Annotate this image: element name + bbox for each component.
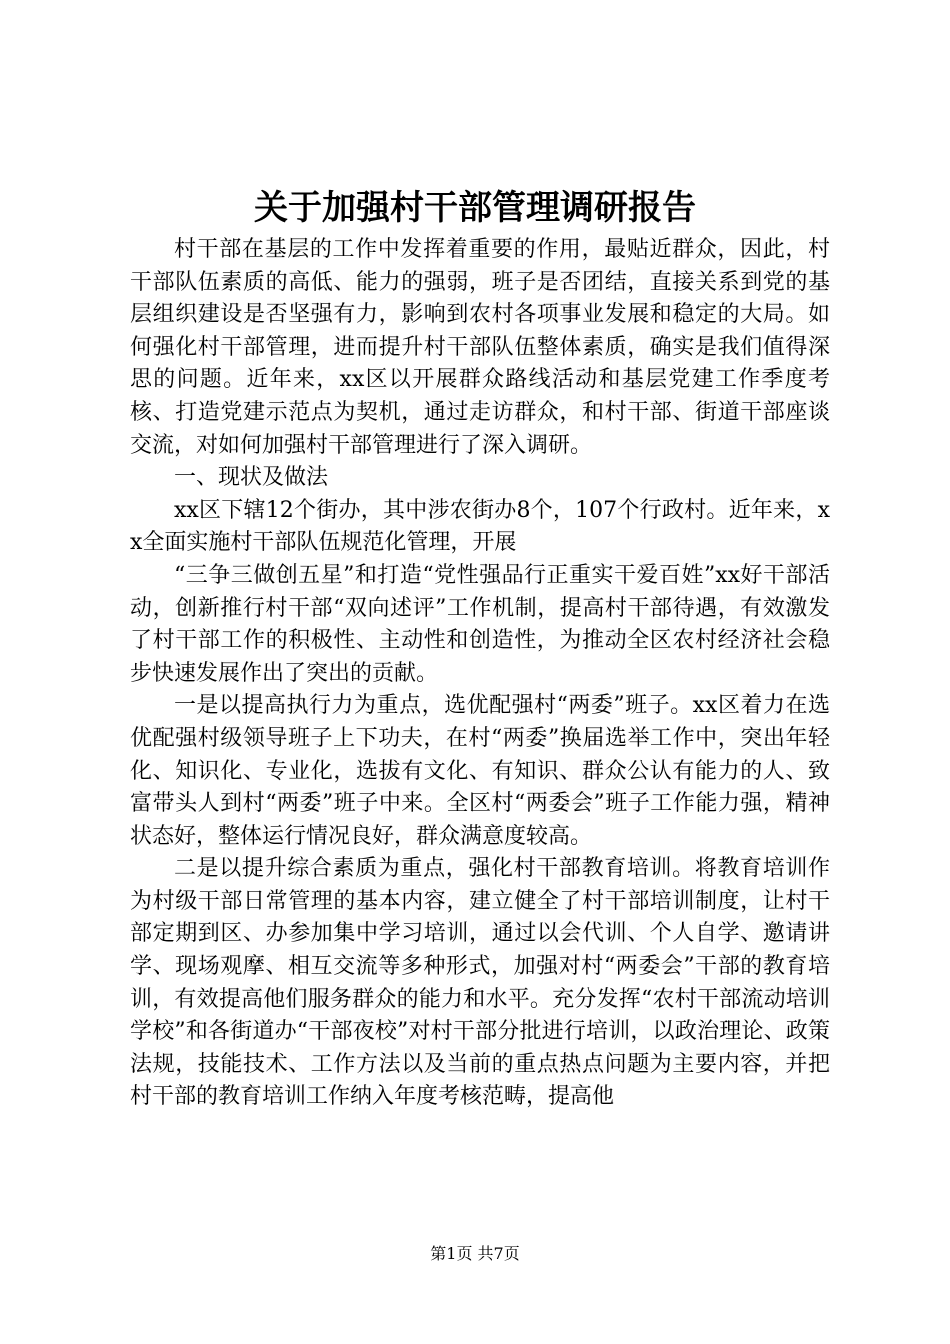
paragraph-activities: “三争三做创五星”和打造“党性强品行正重实干爱百姓”xx好干部活动，创新推行村干部“双向述评”工作机制，提高村干部待遇，有效激发了村干部工作的积极性、主动性和创造性，为推动全区农村经济社会稳步快速发展作出了突出的贡献。 — [130, 562, 830, 686]
paragraph-district-overview: xx区下辖12个街办，其中涉农街办8个，107个行政村。近年来，xx全面实施村干部队伍规范化管理，开展 — [130, 497, 830, 556]
paragraph-point-one: 一是以提高执行力为重点，选优配强村“两委”班子。xx区着力在选优配强村级领导班子上下功夫，在村“两委”换届选举工作中，突出年轻化、知识化、专业化，选拔有文化、有知识、群众公认有能力的人、致富带头人到村“两委”班子中来。全区村“两委会”班子工作能力强，精神状态好，整体运行情况良好，群众满意度较高。 — [130, 693, 830, 849]
section-heading: 一、现状及做法 — [174, 465, 329, 491]
document-title: 关于加强村干部管理调研报告 — [254, 188, 696, 228]
document-body — [130, 234, 830, 1114]
paragraph-intro: 村干部在基层的工作中发挥着重要的作用，最贴近群众，因此，村干部队伍素质的高低、能力的强弱，班子是否团结，直接关系到党的基层组织建设是否坚强有力，影响到农村各项事业发展和稳定的大局。如何强化村干部管理，进而提升村干部队伍整体素质，确实是我们值得深思的问题。近年来，xx区以开展群众路线活动和基层党建工作季度考核、打造党建示范点为契机，通过走访群众，和村干部、街道干部座谈交流，对如何加强村干部管理进行了深入调研。 — [130, 237, 830, 458]
paragraph-point-two: 二是以提升综合素质为重点，强化村干部教育培训。将教育培训作为村级干部日常管理的基本内容，建立健全了村干部培训制度，让村干部定期到区、办参加集中学习培训，通过以会代训、个人自学、邀请讲学、现场观摩、相互交流等多种形式，加强对村“两委会”干部的教育培训，有效提高他们服务群众的能力和水平。充分发挥“农村干部流动培训学校”和各街道办“干部夜校”对村干部分批进行培训，以政治理论、政策法规，技能技术、工作方法以及当前的重点热点问题为主要内容，并把村干部的教育培训工作纳入年度考核范畴，提高他 — [130, 856, 830, 1110]
page-number: 第1页 共7页 — [430, 1244, 520, 1263]
